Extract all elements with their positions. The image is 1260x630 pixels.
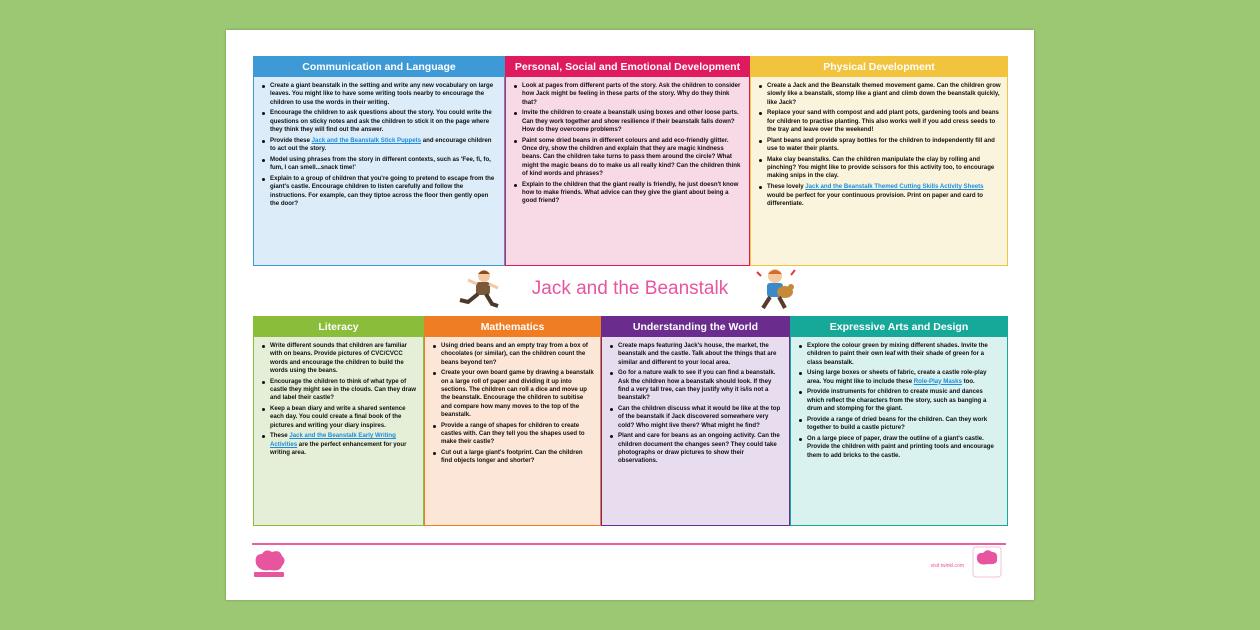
bullet-text: Make clay beanstalks. Can the children manipulate the clay by rolling and pinching? You might like to provide scissors for this activity too, to encourage making snips in the clay. xyxy=(767,155,995,180)
panel-expressive-arts-and-design xyxy=(790,316,1008,526)
bullet-text: Provide a range of shapes for children to create castles with. Can they tell you the shapes used to make their castle? xyxy=(441,421,585,446)
bullet-text: On a large piece of paper, draw the outline of a giant's castle. Provide the children with paint and printing tools and encourage them to add bricks to the castle. xyxy=(807,434,994,459)
twinkl-logo xyxy=(972,546,1002,578)
resource-link[interactable]: Jack and the Beanstalk Early Writing Activities xyxy=(270,432,396,448)
bullet-text: Explain to the children that the giant really is friendly, he just doesn't know how to make friends. What advice can they give the giant about being a good friend? xyxy=(522,180,739,205)
bullet-text: Encourage the children to think of what type of castle they might see in the clouds. Can they draw and label their castle? xyxy=(270,377,416,402)
footer-divider xyxy=(252,543,1006,545)
twinkl-foundations-logo xyxy=(252,548,288,580)
panel-heading: Communication and Language xyxy=(254,57,504,77)
bullet-text: Keep a bean diary and write a shared sentence each day. You could create a final book of the pictures and writing your diary inspires. xyxy=(270,405,406,429)
bullet-text: Create a giant beanstalk in the setting and write any new vocabulary on large leaves. You might like to have some writing tools nearby to encourage the children to use the words in their writing. xyxy=(270,82,494,106)
list-item xyxy=(610,369,783,402)
bullet-text: Using dried beans and an empty tray from a box of chocolates (or similar), can the children count the beans beyond ten? xyxy=(441,342,588,366)
list-item xyxy=(759,109,1001,134)
list-item xyxy=(262,109,498,134)
list-item xyxy=(433,369,594,419)
bullet-text: would be perfect for your continuous provision. Print on paper and card to differentiate. xyxy=(767,191,984,207)
bullet-text: Look at pages from different parts of the story. Ask the children to consider how Jack might be feeling in these parts of the story. Why do they think that? xyxy=(522,82,741,106)
jack-with-hen-illustration xyxy=(751,266,801,312)
bullet-list xyxy=(751,77,1007,208)
panel-heading: Mathematics xyxy=(425,317,600,337)
bullet-text: are the perfect enhancement for your writing area. xyxy=(270,440,407,457)
panel-heading: Expressive Arts and Design xyxy=(791,317,1007,337)
list-item xyxy=(262,156,498,173)
bullet-text: Go for a nature walk to see if you can find a beanstalk. Ask the children how a beanstalk should look. If they find a very tall tree, can they justify why it is/is not a beanstalk? xyxy=(618,369,776,402)
list-item xyxy=(799,388,1001,413)
list-item xyxy=(514,109,743,134)
bullet-text: Provide instruments for children to create music and dances which reflect the characters from the story, such as banging a drum and stomping for the giant. xyxy=(807,388,987,413)
resource-link[interactable]: Jack and the Beanstalk Stick Puppets xyxy=(311,136,422,144)
bullet-list xyxy=(602,337,789,466)
bullet-text: Using large boxes or sheets of fabric, create a castle role-play area. You might like to include these xyxy=(807,369,987,385)
list-item xyxy=(759,137,1001,154)
panel-personal-social-emotional xyxy=(505,56,750,266)
bullet-text: These xyxy=(270,432,290,440)
list-item xyxy=(759,183,1001,208)
list-item xyxy=(799,435,1001,460)
list-item xyxy=(433,342,594,367)
bullet-text: Provide a range of dried beans for the children. Can they work together to build a castle picture? xyxy=(807,415,988,432)
activity-sheet xyxy=(226,30,1034,600)
bullet-text: Write different sounds that children are familiar with on beans. Provide pictures of CVC/CVCC words and encourage the children to build the words using the beans. xyxy=(270,342,408,374)
panel-physical-development xyxy=(750,56,1008,266)
page-title: Jack and the Beanstalk xyxy=(531,278,729,299)
bullet-text: Create maps featuring Jack's house, the market, the beanstalk and the castle. Talk about the things that are similar and different to your local area. xyxy=(618,342,777,366)
bullet-text: Cut out a large giant's footprint. Can the children find objects longer and shorter? xyxy=(441,449,583,465)
list-item xyxy=(759,156,1001,181)
list-item xyxy=(433,422,594,447)
list-item xyxy=(514,181,743,206)
list-item xyxy=(799,342,1001,367)
bullet-text: Explain to a group of children that you're going to pretend to escape from the giant's castle. Encourage children to listen carefully and follow the instructions. For example, can they tiptoe across the floor then gently open the door? xyxy=(270,174,495,207)
list-item xyxy=(514,137,743,178)
bullet-text: Create your own board game by drawing a beanstalk on a large roll of paper and dividing it up into sections. The children can roll a dice and move up the beanstalk. Encourage the children to subitise and compare how many moves to the top of the beanstalk. xyxy=(441,369,594,418)
bullet-text: Paint some dried beans in different colours and add eco-friendly glitter. Once dry, show the children and explain that they are magic kindness beans. Can the children take turns to pass them around the circle? What might the magic beans do to make us all really kind? Can the children think of kind words and phrases? xyxy=(522,136,741,177)
bullet-text: and encourage children to act out the story. xyxy=(270,136,492,153)
list-item xyxy=(262,405,417,430)
bullet-list xyxy=(254,337,423,457)
bullet-text: too. xyxy=(961,377,975,385)
visit-twinkl-link[interactable]: visit twinkl.com xyxy=(930,563,964,569)
list-item xyxy=(262,175,498,208)
panel-communication-and-language xyxy=(253,56,505,266)
panel-mathematics xyxy=(424,316,601,526)
list-item xyxy=(262,378,417,403)
bullet-text: Model using phrases from the story in different contexts, such as 'Fee, fi, fo, fum, I can smell...snack time!' xyxy=(270,155,491,172)
list-item xyxy=(262,342,417,375)
resource-link[interactable]: Role-Play Masks xyxy=(913,377,962,385)
bullet-list xyxy=(791,337,1007,460)
bullet-text: Plant and care for beans as an ongoing activity. Can the children document the changes seen? They could take photographs or draw pictures to show their observations. xyxy=(618,432,780,465)
list-item xyxy=(514,82,743,107)
panel-heading: Physical Development xyxy=(751,57,1007,77)
bullet-text: Create a Jack and the Beanstalk themed movement game. Can the children grow slowly like a beanstalk, stomp like a giant and climb down the beanstalk quickly, like Jack? xyxy=(767,82,1001,106)
bullet-text: Plant beans and provide spray bottles for the children to independently fill and use to water their plants. xyxy=(767,136,995,153)
list-item xyxy=(433,449,594,466)
panel-literacy xyxy=(253,316,424,526)
list-item xyxy=(262,432,417,457)
list-item xyxy=(610,432,783,465)
bullet-text: These lovely xyxy=(767,183,806,191)
panel-understanding-the-world xyxy=(601,316,790,526)
jack-running-illustration xyxy=(456,268,502,310)
bullet-text: Encourage the children to ask questions about the story. You could write the questions on sticky notes and ask the children to stick it on the page where they think they will find out the answer. xyxy=(270,109,492,133)
panel-heading: Personal, Social and Emotional Development xyxy=(506,57,749,77)
panel-heading: Literacy xyxy=(254,317,423,337)
list-item xyxy=(610,342,783,367)
bullet-text: Invite the children to create a beanstalk using boxes and other loose parts. Can they work together and show resilience if their beanstalk falls down? How do they overcome problems? xyxy=(522,109,739,133)
list-item xyxy=(799,369,1001,386)
bullet-text: Provide these xyxy=(270,136,312,144)
bullet-list xyxy=(254,77,504,208)
bullet-text: Replace your sand with compost and add plant pots, gardening tools and beans for children to practise planting. This also works well if you add cress seeds to the tray and leave over the weekend! xyxy=(767,109,999,133)
bullet-list xyxy=(506,77,749,206)
resource-link[interactable]: Jack and the Beanstalk Themed Cutting Skills Activity Sheets xyxy=(805,183,984,191)
list-item xyxy=(262,82,498,107)
list-item xyxy=(610,405,783,430)
bullet-text: Can the children discuss what it would be like at the top of the beanstalk if Jack discovered somewhere very cold? Who might live there? What might he find? xyxy=(618,405,781,429)
list-item xyxy=(759,82,1001,107)
list-item xyxy=(262,137,498,154)
panel-heading: Understanding the World xyxy=(602,317,789,337)
list-item xyxy=(799,416,1001,433)
bullet-list xyxy=(425,337,600,466)
bullet-text: Explore the colour green by mixing different shades. Invite the children to paint their own leaf with their shade of green for a class beanstalk. xyxy=(807,342,988,366)
